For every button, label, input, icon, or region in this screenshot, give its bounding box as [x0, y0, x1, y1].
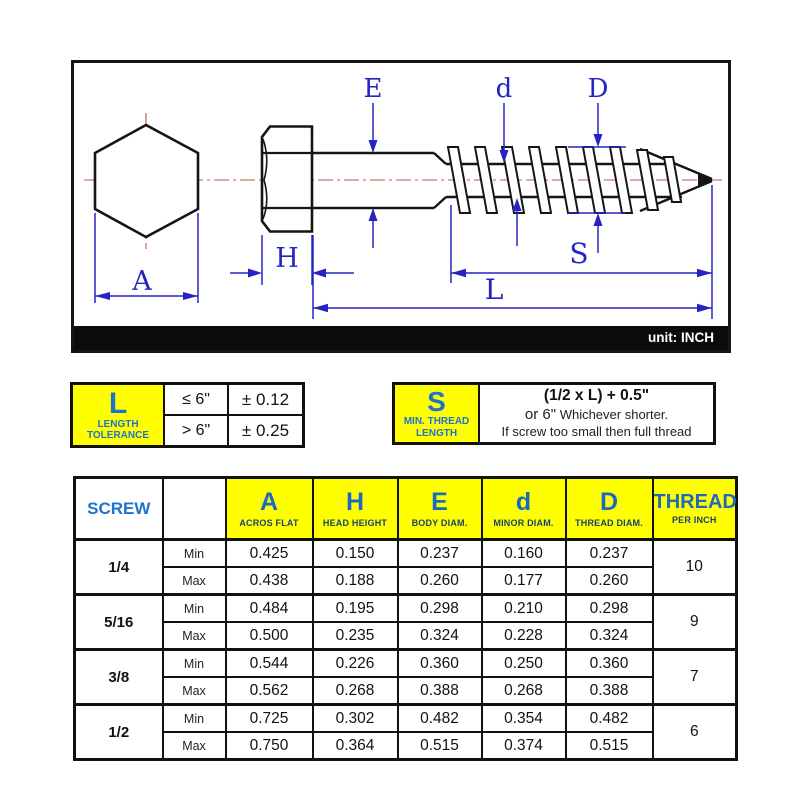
- screw-size: 3/8: [75, 650, 163, 705]
- table-row: [75, 677, 737, 705]
- hex-head-front-view: [95, 125, 198, 237]
- value-cell: 0.268: [482, 677, 566, 705]
- value-cell: 0.298: [566, 595, 653, 623]
- value-cell: 0.374: [482, 732, 566, 760]
- dim-label-h: H: [275, 243, 299, 274]
- max-label: Max: [163, 567, 226, 595]
- screw-size: 1/2: [75, 705, 163, 760]
- value-cell: 0.354: [482, 705, 566, 733]
- table-row: [75, 567, 737, 595]
- min-label: Min: [163, 705, 226, 733]
- value-cell: 0.160: [482, 540, 566, 568]
- table-row: [75, 732, 737, 760]
- dim-label-big-d: D: [587, 74, 609, 104]
- screw-size: 1/4: [75, 540, 163, 595]
- length-tolerance-header: [72, 384, 165, 447]
- value-cell: 0.388: [398, 677, 482, 705]
- value-cell: 0.544: [226, 650, 313, 678]
- value-cell: 0.484: [226, 595, 313, 623]
- min-label: Min: [163, 540, 226, 568]
- tolerance-name-line2: TOLERANCE: [86, 430, 150, 441]
- min-label: Min: [163, 650, 226, 678]
- value-cell: 0.302: [313, 705, 398, 733]
- col-header-a: A ACROS FLAT: [226, 478, 313, 540]
- technical-drawing-panel: [71, 60, 731, 353]
- col-header-e: E BODY DIAM.: [398, 478, 482, 540]
- thread-length-symbol: S: [427, 386, 446, 417]
- value-cell: 0.237: [398, 540, 482, 568]
- col-header-big-d: D THREAD DIAM.: [566, 478, 653, 540]
- value-cell: 0.195: [313, 595, 398, 623]
- max-label: Max: [163, 732, 226, 760]
- tolerance-value: ± 0.12: [228, 384, 304, 416]
- thread-length-name-line1: MIN. THREAD: [403, 416, 470, 427]
- value-cell: 0.364: [313, 732, 398, 760]
- tolerance-value: ± 0.25: [228, 415, 304, 447]
- thread-length-header: [394, 384, 480, 444]
- value-cell: 0.515: [566, 732, 653, 760]
- unit-note: unit: INCH: [74, 326, 728, 350]
- tpi-value: 7: [653, 650, 737, 705]
- value-cell: 0.150: [313, 540, 398, 568]
- tpi-value: 6: [653, 705, 737, 760]
- value-cell: 0.237: [566, 540, 653, 568]
- min-label: Min: [163, 595, 226, 623]
- col-header-d: d MINOR DIAM.: [482, 478, 566, 540]
- value-cell: 0.750: [226, 732, 313, 760]
- value-cell: 0.482: [566, 705, 653, 733]
- value-cell: 0.226: [313, 650, 398, 678]
- value-cell: 0.482: [398, 705, 482, 733]
- col-header-thread: THREAD PER INCH: [653, 478, 737, 540]
- thread-fins: [448, 147, 681, 213]
- table-row: [75, 540, 737, 568]
- value-cell: 0.250: [482, 650, 566, 678]
- table-row: [75, 705, 737, 733]
- tolerance-symbol: L: [108, 386, 128, 420]
- value-cell: 0.177: [482, 567, 566, 595]
- tpi-value: 9: [653, 595, 737, 650]
- dim-label-d: d: [495, 74, 513, 104]
- thread-length-note2: If screw too small then full thread: [501, 424, 692, 440]
- screw-spec-table: [73, 476, 738, 761]
- value-cell: 0.210: [482, 595, 566, 623]
- dim-label-l: L: [484, 273, 504, 306]
- value-cell: 0.324: [566, 622, 653, 650]
- value-cell: 0.500: [226, 622, 313, 650]
- value-cell: 0.260: [566, 567, 653, 595]
- value-cell: 0.725: [226, 705, 313, 733]
- table-row: [75, 650, 737, 678]
- col-header-h: H HEAD HEIGHT: [313, 478, 398, 540]
- spec-header-row: [75, 478, 737, 540]
- hex-head-side-view: [262, 127, 312, 232]
- table-row: [75, 595, 737, 623]
- value-cell: 0.298: [398, 595, 482, 623]
- thread-length-note1: or 6" Whichever shorter.: [524, 405, 669, 423]
- tpi-value: 10: [653, 540, 737, 595]
- screw-technical-drawing: [74, 63, 728, 326]
- value-cell: 0.438: [226, 567, 313, 595]
- value-cell: 0.188: [313, 567, 398, 595]
- value-cell: 0.562: [226, 677, 313, 705]
- value-cell: 0.360: [566, 650, 653, 678]
- dim-label-e: E: [363, 74, 383, 104]
- tolerance-condition: > 6": [164, 415, 228, 447]
- screw-size: 5/16: [75, 595, 163, 650]
- value-cell: 0.515: [398, 732, 482, 760]
- tolerance-name-line1: LENGTH: [97, 418, 139, 430]
- dim-label-a: A: [132, 266, 152, 297]
- empty-header: [163, 478, 226, 540]
- value-cell: 0.324: [398, 622, 482, 650]
- value-cell: 0.260: [398, 567, 482, 595]
- thread-length-rule: [479, 384, 715, 444]
- thread-length-name-line2: LENGTH: [415, 427, 458, 439]
- max-label: Max: [163, 677, 226, 705]
- value-cell: 0.235: [313, 622, 398, 650]
- length-tolerance-table: [70, 382, 305, 448]
- value-cell: 0.268: [313, 677, 398, 705]
- value-cell: 0.425: [226, 540, 313, 568]
- value-cell: 0.228: [482, 622, 566, 650]
- thread-length-table: [392, 382, 716, 445]
- max-label: Max: [163, 622, 226, 650]
- dim-label-s: S: [569, 237, 589, 270]
- table-row: [75, 622, 737, 650]
- value-cell: 0.388: [566, 677, 653, 705]
- screw-header: SCREW: [75, 478, 163, 540]
- tolerance-condition: ≤ 6": [164, 384, 228, 416]
- thread-length-formula: (1/2 x L) + 0.5": [543, 387, 650, 405]
- value-cell: 0.360: [398, 650, 482, 678]
